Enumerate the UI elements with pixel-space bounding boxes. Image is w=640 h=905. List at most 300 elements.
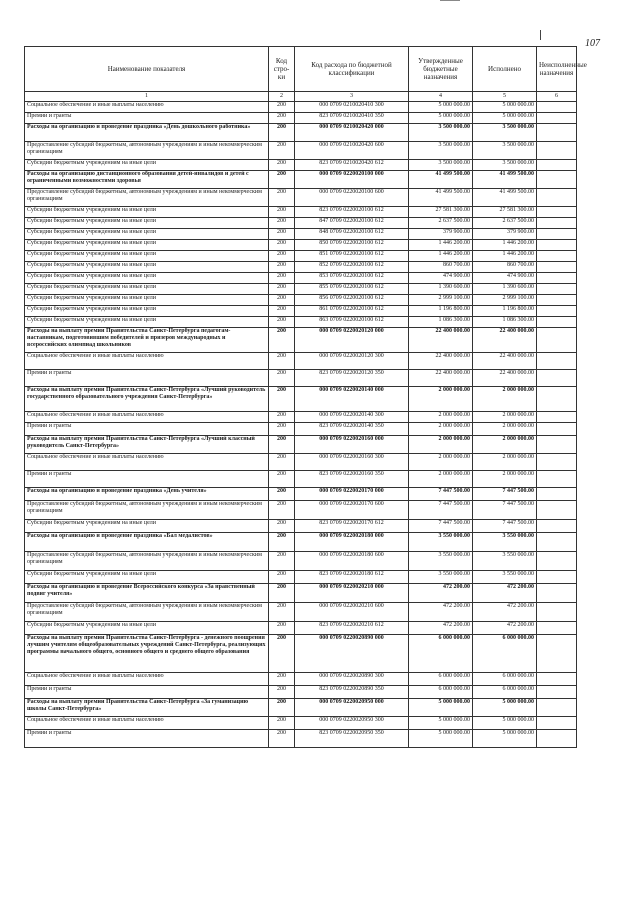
- row-remaining: [537, 699, 577, 717]
- row-name: Субсидии бюджетным учреждениям на иные цели: [25, 284, 269, 295]
- row-approved: 2 000 000.00: [409, 387, 473, 412]
- row-line-code: 200: [269, 488, 295, 501]
- row-name: Предоставление субсидий бюджетным, автономным учреждениям и иным некоммерческим организациям: [25, 189, 269, 207]
- table-row: [25, 436, 577, 454]
- table-row: [25, 699, 577, 717]
- row-approved: 5 000 000.00: [409, 730, 473, 748]
- table-row: [25, 273, 577, 284]
- row-name: Социальное обеспечение и иные выплаты населению: [25, 454, 269, 471]
- row-line-code: 200: [269, 306, 295, 317]
- table-row: [25, 328, 577, 353]
- row-line-code: 200: [269, 412, 295, 423]
- row-name: Субсидии бюджетным учреждениям на иные цели: [25, 218, 269, 229]
- row-name: Премии и гранты: [25, 686, 269, 699]
- row-executed: 7 447 500.00: [473, 488, 537, 501]
- row-name: Расходы на организацию и проведение праздника «Бал медалистов»: [25, 533, 269, 552]
- row-approved: 5 000 000.00: [409, 717, 473, 730]
- table-body: [25, 102, 577, 748]
- row-executed: 2 000 000.00: [473, 387, 537, 412]
- row-line-code: 200: [269, 571, 295, 584]
- row-executed: 472 200.00: [473, 622, 537, 635]
- row-approved: 2 000 000.00: [409, 423, 473, 436]
- table-row: [25, 584, 577, 603]
- row-line-code: 200: [269, 584, 295, 603]
- row-approved: 22 400 000.00: [409, 328, 473, 353]
- row-budget-code: 847 0709 0220020100 612: [295, 218, 409, 229]
- row-executed: 3 500 000.00: [473, 124, 537, 142]
- row-executed: 41 499 500.00: [473, 171, 537, 189]
- row-line-code: 200: [269, 622, 295, 635]
- row-budget-code: 848 0709 0220020100 612: [295, 229, 409, 240]
- row-remaining: [537, 533, 577, 552]
- row-executed: 2 000 000.00: [473, 471, 537, 488]
- row-name: Расходы на выплату премии Правительства Санкт-Петербурга «Лучший руководитель государственного образовательного учреждения Санкт-Петербурга»: [25, 387, 269, 412]
- row-line-code: 200: [269, 328, 295, 353]
- row-budget-code: 823 0709 0220020120 350: [295, 370, 409, 387]
- row-executed: 3 550 000.00: [473, 552, 537, 571]
- row-budget-code: 000 0709 0220020180 600: [295, 552, 409, 571]
- row-remaining: [537, 284, 577, 295]
- table-row: [25, 240, 577, 251]
- row-remaining: [537, 603, 577, 622]
- row-name: Премии и гранты: [25, 370, 269, 387]
- row-remaining: [537, 488, 577, 501]
- row-name: Расходы на выплату премии Правительства Санкт-Петербурга - денежного поощрения лучшим учителям общеобразовательных учреждений Санкт-Петербурга, реализующих программы начального общего, основного общего и среднего общего образования: [25, 635, 269, 673]
- row-approved: 3 500 000.00: [409, 124, 473, 142]
- row-line-code: 200: [269, 686, 295, 699]
- row-approved: 860 700.00: [409, 262, 473, 273]
- row-remaining: [537, 436, 577, 454]
- row-line-code: 200: [269, 673, 295, 686]
- row-line-code: 200: [269, 113, 295, 124]
- row-name: Субсидии бюджетным учреждениям на иные цели: [25, 317, 269, 328]
- column-number: 5: [473, 92, 537, 102]
- row-budget-code: 000 0709 0220020210 600: [295, 603, 409, 622]
- row-approved: 472 200.00: [409, 622, 473, 635]
- row-budget-code: 852 0709 0220020100 612: [295, 262, 409, 273]
- row-approved: 22 400 000.00: [409, 370, 473, 387]
- row-approved: 3 550 000.00: [409, 533, 473, 552]
- table-row: [25, 218, 577, 229]
- row-remaining: [537, 251, 577, 262]
- row-budget-code: 861 0709 0220020100 612: [295, 306, 409, 317]
- row-remaining: [537, 317, 577, 328]
- table-row: [25, 635, 577, 673]
- margin-line: [540, 30, 541, 40]
- row-line-code: 200: [269, 423, 295, 436]
- table-row: [25, 730, 577, 748]
- row-name: Расходы на организацию и проведение Всероссийского конкурса «За нравственный подвиг учителя»: [25, 584, 269, 603]
- row-line-code: 200: [269, 189, 295, 207]
- column-number: 1: [25, 92, 269, 102]
- row-name: Премии и гранты: [25, 113, 269, 124]
- table-row: [25, 189, 577, 207]
- header-remaining: Неисполненные назначения: [537, 47, 577, 92]
- header-executed: Исполнено: [473, 47, 537, 92]
- row-line-code: 200: [269, 251, 295, 262]
- row-budget-code: 000 0709 0220020890 300: [295, 673, 409, 686]
- row-line-code: 200: [269, 533, 295, 552]
- row-line-code: 200: [269, 387, 295, 412]
- row-line-code: 200: [269, 603, 295, 622]
- row-budget-code: 000 0709 0220020950 000: [295, 699, 409, 717]
- column-number: 2: [269, 92, 295, 102]
- row-remaining: [537, 207, 577, 218]
- row-name: Расходы на организацию и проведение праздника «День дошкольного работника»: [25, 124, 269, 142]
- row-line-code: 200: [269, 730, 295, 748]
- row-approved: 5 000 000.00: [409, 102, 473, 113]
- row-budget-code: 850 0709 0220020100 612: [295, 240, 409, 251]
- row-remaining: [537, 160, 577, 171]
- row-budget-code: 000 0709 0210020420 600: [295, 142, 409, 160]
- row-remaining: [537, 686, 577, 699]
- table-row: [25, 488, 577, 501]
- table-row: [25, 317, 577, 328]
- table-row: [25, 501, 577, 520]
- table-row: [25, 251, 577, 262]
- row-executed: 22 400 000.00: [473, 328, 537, 353]
- row-name: Предоставление субсидий бюджетным, автономным учреждениям и иным некоммерческим организациям: [25, 142, 269, 160]
- row-approved: 22 400 000.00: [409, 353, 473, 370]
- row-approved: 5 000 000.00: [409, 699, 473, 717]
- row-executed: 6 000 000.00: [473, 673, 537, 686]
- row-line-code: 200: [269, 699, 295, 717]
- row-budget-code: 853 0709 0220020100 612: [295, 273, 409, 284]
- table-row: [25, 124, 577, 142]
- row-approved: 6 000 000.00: [409, 673, 473, 686]
- row-name: Субсидии бюджетным учреждениям на иные цели: [25, 273, 269, 284]
- table-row: [25, 207, 577, 218]
- row-executed: 2 999 100.00: [473, 295, 537, 306]
- row-remaining: [537, 454, 577, 471]
- table-row: [25, 171, 577, 189]
- row-budget-code: 000 0709 0220020140 300: [295, 412, 409, 423]
- row-approved: 2 999 100.00: [409, 295, 473, 306]
- row-executed: 5 000 000.00: [473, 699, 537, 717]
- row-executed: 2 000 000.00: [473, 412, 537, 423]
- row-approved: 1 086 300.00: [409, 317, 473, 328]
- row-budget-code: 863 0709 0220020100 612: [295, 317, 409, 328]
- row-name: Субсидии бюджетным учреждениям на иные цели: [25, 229, 269, 240]
- row-line-code: 200: [269, 262, 295, 273]
- row-budget-code: 823 0709 0220020160 350: [295, 471, 409, 488]
- row-name: Расходы на организацию и проведение праздника «День учителя»: [25, 488, 269, 501]
- table-row: [25, 673, 577, 686]
- table-row: [25, 520, 577, 533]
- row-budget-code: 823 0709 0220020950 350: [295, 730, 409, 748]
- row-approved: 3 550 000.00: [409, 552, 473, 571]
- row-approved: 1 196 800.00: [409, 306, 473, 317]
- row-remaining: [537, 635, 577, 673]
- row-approved: 7 447 500.00: [409, 520, 473, 533]
- row-budget-code: 000 0709 0220020100 000: [295, 171, 409, 189]
- row-line-code: 200: [269, 353, 295, 370]
- row-remaining: [537, 113, 577, 124]
- column-number: 6: [537, 92, 577, 102]
- row-budget-code: 000 0709 0220020170 000: [295, 488, 409, 501]
- row-approved: 474 900.00: [409, 273, 473, 284]
- row-executed: 2 000 000.00: [473, 436, 537, 454]
- row-line-code: 200: [269, 124, 295, 142]
- row-approved: 7 447 500.00: [409, 488, 473, 501]
- row-name: Расходы на выплату премии Правительства Санкт-Петербурга «Лучший классный руководитель Санкт-Петербурга»: [25, 436, 269, 454]
- table-row: [25, 113, 577, 124]
- row-line-code: 200: [269, 520, 295, 533]
- header-approved: Утвержденные бюджетные назначения: [409, 47, 473, 92]
- row-approved: 472 200.00: [409, 603, 473, 622]
- table-row: [25, 160, 577, 171]
- row-executed: 5 000 000.00: [473, 102, 537, 113]
- row-name: Предоставление субсидий бюджетным, автономным учреждениям и иным некоммерческим организациям: [25, 603, 269, 622]
- row-budget-code: 000 0709 0220020210 000: [295, 584, 409, 603]
- row-executed: 1 446 200.00: [473, 251, 537, 262]
- row-budget-code: 823 0709 0220020180 612: [295, 571, 409, 584]
- row-line-code: 200: [269, 436, 295, 454]
- row-remaining: [537, 262, 577, 273]
- row-line-code: 200: [269, 229, 295, 240]
- row-budget-code: 851 0709 0220020100 612: [295, 251, 409, 262]
- row-line-code: 200: [269, 295, 295, 306]
- row-approved: 3 500 000.00: [409, 160, 473, 171]
- row-executed: 379 900.00: [473, 229, 537, 240]
- row-approved: 27 581 300.00: [409, 207, 473, 218]
- row-executed: 3 550 000.00: [473, 571, 537, 584]
- scan-mark: [440, 0, 460, 4]
- row-budget-code: 823 0709 0210020410 350: [295, 113, 409, 124]
- row-line-code: 200: [269, 552, 295, 571]
- row-budget-code: 823 0709 0220020210 612: [295, 622, 409, 635]
- row-approved: 379 900.00: [409, 229, 473, 240]
- row-budget-code: 000 0709 0220020170 600: [295, 501, 409, 520]
- row-remaining: [537, 328, 577, 353]
- row-approved: 3 550 000.00: [409, 571, 473, 584]
- table-row: [25, 622, 577, 635]
- table-row: [25, 423, 577, 436]
- row-approved: 41 499 500.00: [409, 189, 473, 207]
- row-remaining: [537, 471, 577, 488]
- table-row: [25, 717, 577, 730]
- row-approved: 2 000 000.00: [409, 471, 473, 488]
- row-name: Субсидии бюджетным учреждениям на иные цели: [25, 160, 269, 171]
- table-row: [25, 387, 577, 412]
- row-executed: 3 500 000.00: [473, 142, 537, 160]
- header-budget-code: Код расхода по бюджетной классификации: [295, 47, 409, 92]
- row-remaining: [537, 229, 577, 240]
- row-executed: 22 400 000.00: [473, 353, 537, 370]
- table-row: [25, 370, 577, 387]
- row-executed: 3 550 000.00: [473, 533, 537, 552]
- row-line-code: 200: [269, 717, 295, 730]
- row-remaining: [537, 387, 577, 412]
- row-executed: 2 000 000.00: [473, 454, 537, 471]
- row-remaining: [537, 218, 577, 229]
- row-line-code: 200: [269, 142, 295, 160]
- row-name: Субсидии бюджетным учреждениям на иные цели: [25, 251, 269, 262]
- row-name: Субсидии бюджетным учреждениям на иные цели: [25, 295, 269, 306]
- row-remaining: [537, 520, 577, 533]
- row-line-code: 200: [269, 370, 295, 387]
- row-name: Расходы на организацию дистанционного образования детей-инвалидов и детей с ограниченными возможностями здоровья: [25, 171, 269, 189]
- row-line-code: 200: [269, 317, 295, 328]
- row-remaining: [537, 673, 577, 686]
- row-remaining: [537, 273, 577, 284]
- row-budget-code: 823 0709 0210020420 612: [295, 160, 409, 171]
- row-executed: 2 000 000.00: [473, 423, 537, 436]
- row-remaining: [537, 353, 577, 370]
- row-name: Субсидии бюджетным учреждениям на иные цели: [25, 520, 269, 533]
- row-budget-code: 000 0709 0220020100 600: [295, 189, 409, 207]
- row-line-code: 200: [269, 171, 295, 189]
- row-approved: 41 499 500.00: [409, 171, 473, 189]
- table-row: [25, 552, 577, 571]
- row-line-code: 200: [269, 501, 295, 520]
- row-remaining: [537, 622, 577, 635]
- row-remaining: [537, 571, 577, 584]
- row-budget-code: 856 0709 0220020100 612: [295, 295, 409, 306]
- row-executed: 860 700.00: [473, 262, 537, 273]
- row-name: Социальное обеспечение и иные выплаты населению: [25, 673, 269, 686]
- row-line-code: 200: [269, 160, 295, 171]
- row-budget-code: 823 0709 0220020890 350: [295, 686, 409, 699]
- page-number: 107: [585, 38, 600, 49]
- row-approved: 472 200.00: [409, 584, 473, 603]
- row-remaining: [537, 730, 577, 748]
- row-remaining: [537, 552, 577, 571]
- row-budget-code: 823 0709 0220020170 612: [295, 520, 409, 533]
- row-approved: 1 446 200.00: [409, 240, 473, 251]
- row-executed: 1 390 600.00: [473, 284, 537, 295]
- row-approved: 6 000 000.00: [409, 686, 473, 699]
- row-name: Социальное обеспечение и иные выплаты населению: [25, 717, 269, 730]
- row-name: Социальное обеспечение и иные выплаты населению: [25, 102, 269, 113]
- row-executed: 1 196 800.00: [473, 306, 537, 317]
- row-approved: 1 390 600.00: [409, 284, 473, 295]
- header-row: [25, 47, 577, 92]
- row-name: Расходы на выплату премии Правительства Санкт-Петербурга педагогам-наставникам, подготовившим победителей и призеров международных и всероссийских олимпиад школьников: [25, 328, 269, 353]
- row-remaining: [537, 370, 577, 387]
- row-approved: 6 000 000.00: [409, 635, 473, 673]
- row-remaining: [537, 171, 577, 189]
- budget-report-table: [24, 46, 587, 748]
- row-budget-code: 000 0709 0220020120 000: [295, 328, 409, 353]
- row-name: Субсидии бюджетным учреждениям на иные цели: [25, 306, 269, 317]
- row-remaining: [537, 240, 577, 251]
- row-remaining: [537, 501, 577, 520]
- column-number-row: [25, 92, 577, 102]
- row-line-code: 200: [269, 635, 295, 673]
- row-name: Субсидии бюджетным учреждениям на иные цели: [25, 262, 269, 273]
- row-executed: 472 200.00: [473, 603, 537, 622]
- row-name: Предоставление субсидий бюджетным, автономным учреждениям и иным некоммерческим организациям: [25, 501, 269, 520]
- row-name: Расходы на выплату премии Правительства Санкт-Петербурга «За гуманизацию школы Санкт-Петербурга»: [25, 699, 269, 717]
- row-line-code: 200: [269, 207, 295, 218]
- column-number: 3: [295, 92, 409, 102]
- row-budget-code: 000 0709 0220020140 000: [295, 387, 409, 412]
- row-budget-code: 000 0709 0220020160 300: [295, 454, 409, 471]
- row-executed: 27 581 300.00: [473, 207, 537, 218]
- row-executed: 3 500 000.00: [473, 160, 537, 171]
- row-remaining: [537, 306, 577, 317]
- row-approved: 1 446 200.00: [409, 251, 473, 262]
- row-remaining: [537, 584, 577, 603]
- table-row: [25, 571, 577, 584]
- row-name: Премии и гранты: [25, 423, 269, 436]
- row-budget-code: 000 0709 0210020410 300: [295, 102, 409, 113]
- row-budget-code: 000 0709 0210020420 000: [295, 124, 409, 142]
- row-executed: 472 200.00: [473, 584, 537, 603]
- row-executed: 474 900.00: [473, 273, 537, 284]
- header-name: Наименование показателя: [25, 47, 269, 92]
- row-line-code: 200: [269, 102, 295, 113]
- row-executed: 7 447 500.00: [473, 520, 537, 533]
- table-row: [25, 603, 577, 622]
- table-row: [25, 306, 577, 317]
- row-line-code: 200: [269, 218, 295, 229]
- row-name: Субсидии бюджетным учреждениям на иные цели: [25, 240, 269, 251]
- row-executed: 5 000 000.00: [473, 113, 537, 124]
- table-row: [25, 284, 577, 295]
- row-approved: 5 000 000.00: [409, 113, 473, 124]
- table-row: [25, 353, 577, 370]
- row-line-code: 200: [269, 454, 295, 471]
- table-row: [25, 471, 577, 488]
- row-name: Социальное обеспечение и иные выплаты населению: [25, 412, 269, 423]
- row-remaining: [537, 295, 577, 306]
- row-remaining: [537, 423, 577, 436]
- row-name: Субсидии бюджетным учреждениям на иные цели: [25, 207, 269, 218]
- row-remaining: [537, 717, 577, 730]
- table-row: [25, 295, 577, 306]
- column-number: 4: [409, 92, 473, 102]
- row-executed: 2 637 500.00: [473, 218, 537, 229]
- row-budget-code: 823 0709 0220020100 612: [295, 207, 409, 218]
- table-row: [25, 454, 577, 471]
- row-line-code: 200: [269, 273, 295, 284]
- row-name: Субсидии бюджетным учреждениям на иные цели: [25, 571, 269, 584]
- row-remaining: [537, 189, 577, 207]
- row-approved: 7 447 500.00: [409, 501, 473, 520]
- row-approved: 2 637 500.00: [409, 218, 473, 229]
- row-approved: 3 500 000.00: [409, 142, 473, 160]
- row-name: Премии и гранты: [25, 730, 269, 748]
- row-remaining: [537, 124, 577, 142]
- row-name: Премии и гранты: [25, 471, 269, 488]
- row-remaining: [537, 412, 577, 423]
- row-budget-code: 000 0709 0220020180 000: [295, 533, 409, 552]
- row-budget-code: 000 0709 0220020160 000: [295, 436, 409, 454]
- row-name: Социальное обеспечение и иные выплаты населению: [25, 353, 269, 370]
- row-remaining: [537, 102, 577, 113]
- row-approved: 2 000 000.00: [409, 436, 473, 454]
- table-row: [25, 262, 577, 273]
- table-row: [25, 533, 577, 552]
- row-approved: 2 000 000.00: [409, 412, 473, 423]
- row-line-code: 200: [269, 471, 295, 488]
- row-executed: 22 400 000.00: [473, 370, 537, 387]
- row-executed: 5 000 000.00: [473, 730, 537, 748]
- row-executed: 1 446 200.00: [473, 240, 537, 251]
- row-executed: 6 000 000.00: [473, 686, 537, 699]
- row-executed: 5 000 000.00: [473, 717, 537, 730]
- row-budget-code: 000 0709 0220020950 300: [295, 717, 409, 730]
- row-executed: 1 086 300.00: [473, 317, 537, 328]
- row-executed: 41 499 500.00: [473, 189, 537, 207]
- row-executed: 6 000 000.00: [473, 635, 537, 673]
- table-row: [25, 229, 577, 240]
- row-budget-code: 823 0709 0220020140 350: [295, 423, 409, 436]
- row-executed: 7 447 500.00: [473, 501, 537, 520]
- row-budget-code: 000 0709 0220020890 000: [295, 635, 409, 673]
